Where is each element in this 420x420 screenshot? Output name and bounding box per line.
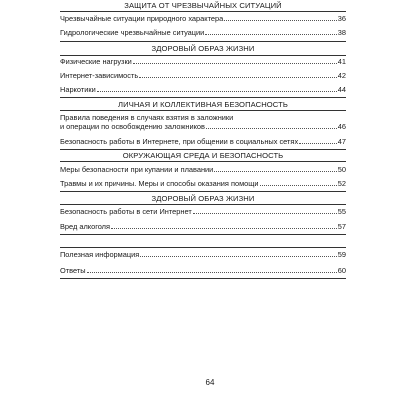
dot-leader — [97, 90, 337, 92]
toc-entry[interactable] — [60, 266, 346, 275]
entry-page: 36 — [337, 14, 346, 23]
section-title: ЛИЧНАЯ И КОЛЛЕКТИВНАЯ БЕЗОПАСНОСТЬ — [118, 100, 288, 109]
entry-page: 55 — [337, 207, 346, 216]
entry-label-line1: Правила поведения в случаях взятия в заложники — [60, 113, 234, 122]
entry-label: Вред алкоголя — [60, 222, 110, 231]
entry-label: и операции по освобождению заложников — [60, 122, 205, 131]
toc-entry[interactable] — [60, 14, 346, 23]
dot-leader — [140, 255, 337, 257]
toc-entry[interactable] — [60, 137, 346, 146]
entry-label: Ответы — [60, 266, 86, 275]
dot-leader — [111, 227, 337, 229]
entry-label: Безопасность работы в Интернете, при общении в социальных сетях — [60, 137, 299, 146]
divider-line — [60, 110, 346, 111]
dot-leader — [139, 76, 337, 78]
entry-page: 44 — [337, 85, 346, 94]
divider-line — [60, 278, 346, 279]
entry-page: 47 — [337, 137, 346, 146]
divider-line — [60, 11, 346, 12]
entry-label: Интернет-зависимость — [60, 71, 139, 80]
divider-line — [60, 97, 346, 98]
dot-leader — [299, 142, 337, 144]
divider-line — [60, 247, 346, 248]
entry-page: 50 — [337, 165, 346, 174]
entry-page: 42 — [337, 71, 346, 80]
dot-leader — [214, 170, 336, 172]
entry-page: 52 — [337, 179, 346, 188]
entry-label: Безопасность работы в сети Интернет — [60, 207, 192, 216]
entry-label: Полезная информация — [60, 250, 140, 259]
entry-label: Чрезвычайные ситуации природного характера — [60, 14, 224, 23]
entry-label: Травмы и их причины. Меры и способы оказания помощи — [60, 179, 259, 188]
entry-page: 57 — [337, 222, 346, 231]
toc-entry[interactable] — [60, 71, 346, 80]
divider-line — [60, 41, 346, 42]
section-title: ЗАЩИТА ОТ ЧРЕЗВЫЧАЙНЫХ СИТУАЦИЙ — [124, 1, 282, 10]
dot-leader — [224, 19, 337, 21]
entry-label: Гидрологические чрезвычайные ситуации — [60, 28, 205, 37]
section-title: ЗДОРОВЫЙ ОБРАЗ ЖИЗНИ — [151, 194, 255, 203]
entry-page: 46 — [337, 122, 346, 131]
entry-label: Наркотики — [60, 85, 96, 94]
entry-page: 41 — [337, 57, 346, 66]
divider-line — [60, 234, 346, 235]
toc-entry[interactable] — [60, 113, 346, 131]
entry-label: Меры безопасности при купании и плавании — [60, 165, 214, 174]
toc-entry[interactable] — [60, 85, 346, 94]
entry-label: Физические нагрузки — [60, 57, 132, 66]
toc-entry[interactable] — [60, 250, 346, 259]
section-title: ОКРУЖАЮЩАЯ СРЕДА И БЕЗОПАСНОСТЬ — [122, 151, 284, 160]
toc-entry[interactable] — [60, 222, 346, 231]
toc-entry[interactable] — [60, 57, 346, 66]
divider-line — [60, 191, 346, 192]
divider-line — [60, 204, 346, 205]
toc-entry[interactable] — [60, 165, 346, 174]
page-number: 64 — [205, 378, 215, 387]
dot-leader — [133, 62, 337, 64]
dot-leader — [206, 127, 337, 129]
entry-page: 59 — [337, 250, 346, 259]
dot-leader — [193, 212, 337, 214]
dot-leader — [205, 33, 336, 35]
dot-leader — [260, 184, 337, 186]
section-title: ЗДОРОВЫЙ ОБРАЗ ЖИЗНИ — [151, 44, 255, 53]
divider-line — [60, 161, 346, 162]
divider-line — [60, 55, 346, 56]
toc-entry[interactable] — [60, 207, 346, 216]
dot-leader — [87, 271, 337, 273]
entry-page: 60 — [337, 266, 346, 275]
toc-entry[interactable] — [60, 28, 346, 37]
toc-entry[interactable] — [60, 179, 346, 188]
divider-line — [60, 149, 346, 150]
entry-page: 38 — [337, 28, 346, 37]
